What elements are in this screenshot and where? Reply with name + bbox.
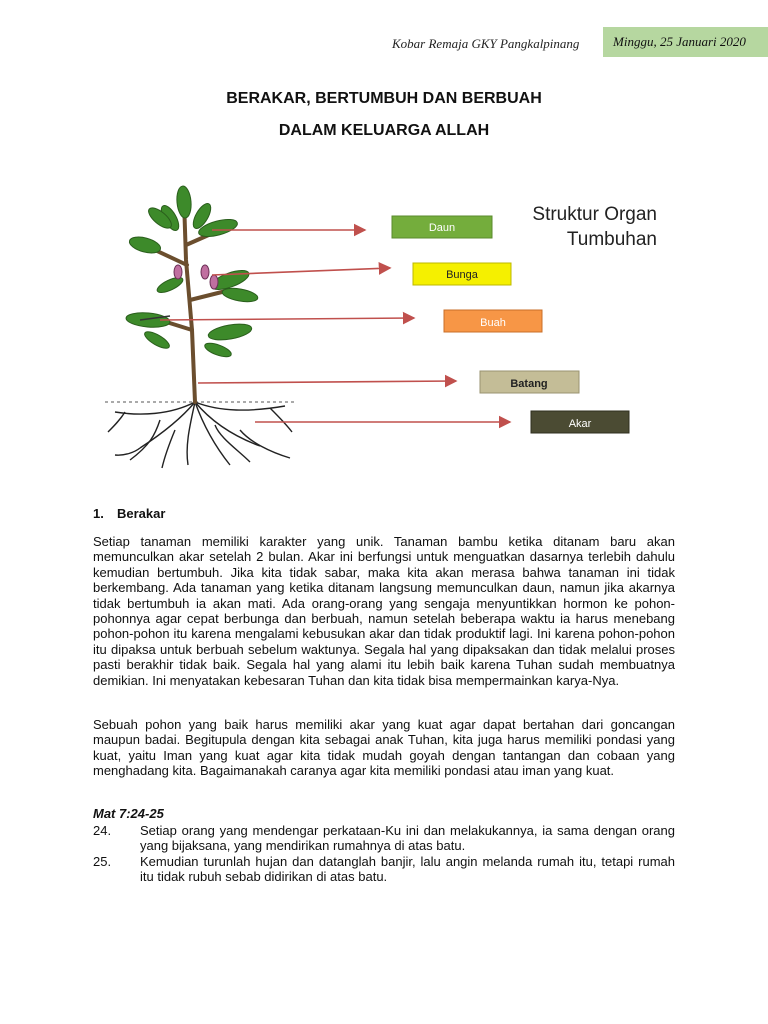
verse-item	[93, 854, 675, 885]
header-date-badge: Minggu, 25 Januari 2020	[603, 27, 768, 57]
label-bunga	[413, 263, 511, 285]
svg-text:Batang: Batang	[510, 378, 548, 390]
paragraph-2: Sebuah pohon yang baik harus memiliki akar yang kuat agar dapat bertahan dari goncangan maupun badai. Begitupula dengan kita sebagai anak Tuhan, kita juga harus memiliki pondasi yang kuat, yaitu Iman yang kuat agar kita tidak mudah goyah dengan tantangan dan cobaan yang menghadang kita. Bagaimanakah caranya agar kita memiliki pondasi atau iman yang kuat.	[93, 717, 675, 779]
verse-number: 25.	[93, 854, 112, 869]
header-organization: Kobar Remaja GKY Pangkalpinang	[392, 36, 580, 51]
diagram-title-line1: Struktur Organ	[532, 204, 657, 225]
roots	[108, 402, 292, 468]
svg-text:Akar: Akar	[568, 418, 592, 430]
label-batang	[480, 371, 579, 393]
plant-structure-diagram	[100, 180, 670, 480]
flower-buds	[174, 265, 218, 289]
label-akar	[531, 411, 629, 433]
verse-reference: Mat 7:24-25	[93, 806, 164, 821]
plant-illustration	[105, 185, 295, 468]
section-heading	[93, 506, 165, 521]
label-daun	[392, 216, 492, 238]
svg-text:Bunga: Bunga	[446, 269, 478, 281]
verse-text: Kemudian turunlah hujan dan datanglah banjir, lalu angin melanda rumah itu, tetapi rumah itu tidak rubuh sebab didirikan di atas batu.	[140, 854, 675, 885]
verse-item	[93, 823, 675, 854]
page-title: BERAKAR, BERTUMBUH DAN BERBUAH	[226, 90, 542, 107]
verse-text: Setiap orang yang mendengar perkataan-Ku ini dan melakukannya, ia sama dengan orang yang bijaksana, yang mendirikan rumahnya di atas batu.	[140, 823, 675, 854]
svg-text:Buah: Buah	[480, 317, 506, 329]
paragraph-1: Setiap tanaman memiliki karakter yang unik. Tanaman bambu ketika ditanam baru akan memunculkan akar setelah 2 bulan. Akar ini berfungsi untuk menguatkan dasarnya terlebih dahulu kemudian bertumbuh. Jika kita tidak sabar, maka kita akan merasa bahwa tanaman ini tidak berkembang. Ada tanaman yang ketika ditanam langsung memunculkan daun, namun jika akarnya tidak bertumbuh ia akan mati. Ada orang-orang yang sengaja menyuntikkan hormon ke pohon-pohonnya agar cepat berbunga dan berbuah, namun setelah beberapa waktu ia harus menebang pohon-pohon itu karena mengalami kebusukan akar dan tidak produktif lagi. Ini karena pohon-pohon itu dipaksa untuk berbuah sebelum waktunya. Segala hal yang dipaksakan dan tidak melalui proses pasti berakhir tidak baik. Segala hal yang alami itu lebih baik karena Tuhan sudah membuatnya demikian. Ini menyatakan kebesaran Tuhan dan kita tidak bisa mempermainkan karya-Nya.	[93, 534, 675, 688]
svg-text:Daun: Daun	[428, 222, 456, 234]
section-title: Berakar	[117, 506, 166, 521]
section-number: 1.	[93, 506, 104, 521]
arrow-buah	[160, 318, 414, 320]
verse-number: 24.	[93, 823, 112, 838]
arrow-batang	[198, 381, 456, 383]
page-subtitle: DALAM KELUARGA ALLAH	[278, 122, 490, 139]
diagram-title-line2: Tumbuhan	[566, 229, 657, 250]
label-buah	[444, 310, 542, 332]
